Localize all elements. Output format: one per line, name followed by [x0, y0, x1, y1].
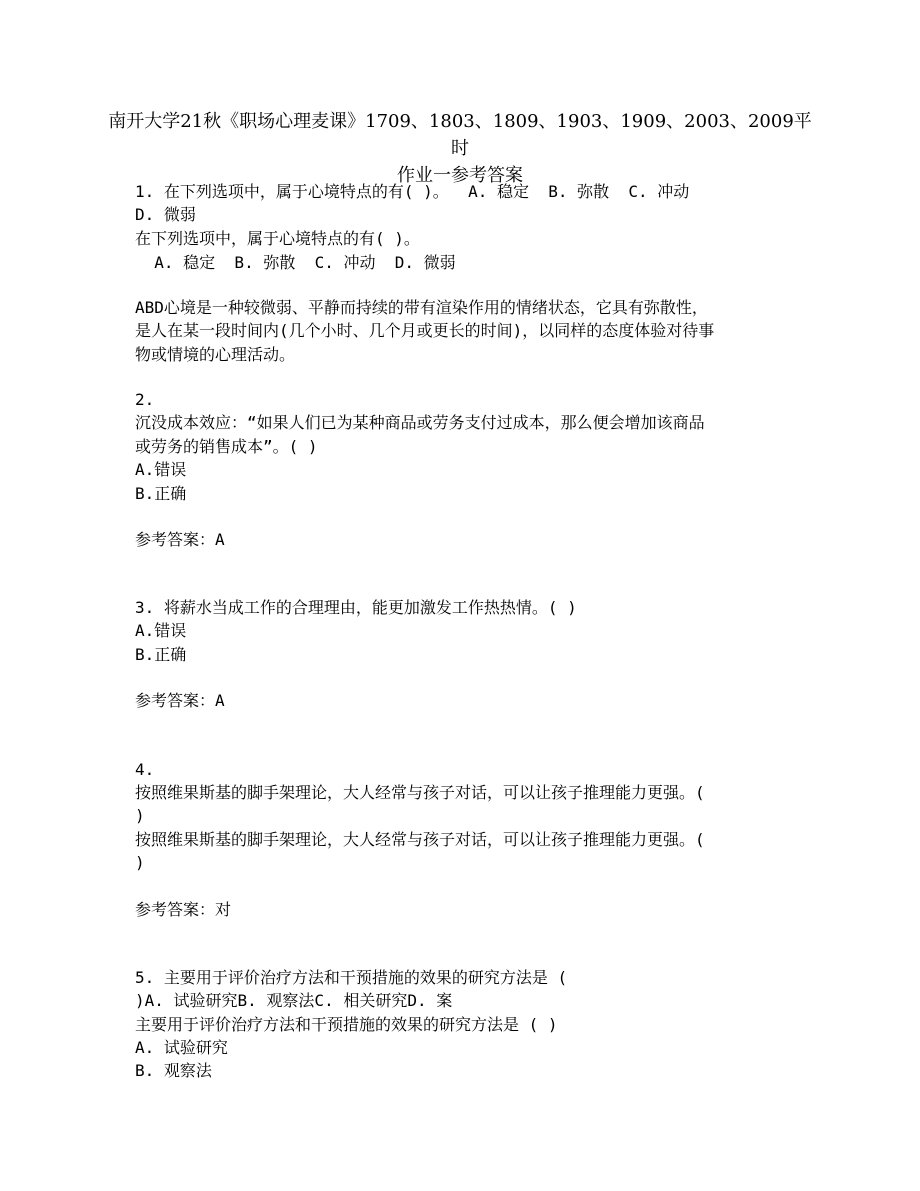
- question-5-line-2: )A. 试验研究B. 观察法C. 相关研究D. 案: [135, 991, 453, 1010]
- question-1-line-2: D. 微弱: [135, 205, 196, 224]
- question-1-line-4: A. 稳定 B. 弥散 C. 冲动 D. 微弱: [135, 253, 456, 272]
- question-1-line-1: 1. 在下列选项中，属于心境特点的有( )。 A. 稳定 B. 弥散 C. 冲动: [135, 182, 690, 201]
- question-2-line-1: 2.: [135, 390, 155, 409]
- question-4-line-4: 按照维果斯基的脚手架理论，大人经常与孩子对话，可以让孩子推理能力更强。(: [135, 830, 705, 849]
- title-line-2: 作业一参考答案: [397, 165, 523, 186]
- question-5-option-a: A. 试验研究: [135, 1038, 228, 1057]
- title-line-1: 南开大学21秋《职场心理麦课》1709、1803、1809、1903、1909、2003、2009平时: [108, 111, 812, 159]
- question-2-option-b: B.正确: [135, 484, 187, 503]
- question-3-answer: 参考答案：A: [135, 691, 225, 710]
- question-3-option-a: A.错误: [135, 621, 187, 640]
- question-2-line-3: 或劳务的销售成本”。( ): [135, 437, 318, 456]
- question-1-answer-line-2: 是人在某一段时间内(几个小时、几个月或更长的时间)，以同样的态度体验对待事: [135, 321, 715, 340]
- question-4-line-5: ): [135, 853, 145, 872]
- question-1-line-3: 在下列选项中，属于心境特点的有( )。: [135, 229, 420, 248]
- question-4-line-3: ): [135, 806, 145, 825]
- question-5-option-b: B. 观察法: [135, 1061, 212, 1080]
- page-title: [100, 108, 820, 189]
- question-1-answer-line-3: 物或情境的心理活动。: [135, 345, 296, 364]
- question-3-option-b: B.正确: [135, 645, 187, 664]
- question-3-line-1: 3. 将薪水当成工作的合理理由，能更加激发工作热热情。( ): [135, 598, 577, 617]
- question-4-line-1: 4.: [135, 760, 155, 779]
- question-1-answer-line-1: ABD心境是一种较微弱、平静而持续的带有渲染作用的情绪状态，它具有弥散性，: [135, 298, 708, 317]
- question-4-answer: 参考答案：对: [135, 900, 232, 919]
- question-4-line-2: 按照维果斯基的脚手架理论，大人经常与孩子对话，可以让孩子推理能力更强。(: [135, 783, 705, 802]
- question-5-line-1: 5. 主要用于评价治疗方法和干预措施的效果的研究方法是 (: [135, 968, 568, 987]
- question-5-line-3: 主要用于评价治疗方法和干预措施的效果的研究方法是 ( ): [135, 1015, 558, 1034]
- question-2-line-2: 沉没成本效应：“如果人们已为某种商品或劳务支付过成本，那么便会增加该商品: [135, 413, 705, 432]
- question-2-answer: 参考答案：A: [135, 530, 225, 549]
- question-2-option-a: A.错误: [135, 460, 187, 479]
